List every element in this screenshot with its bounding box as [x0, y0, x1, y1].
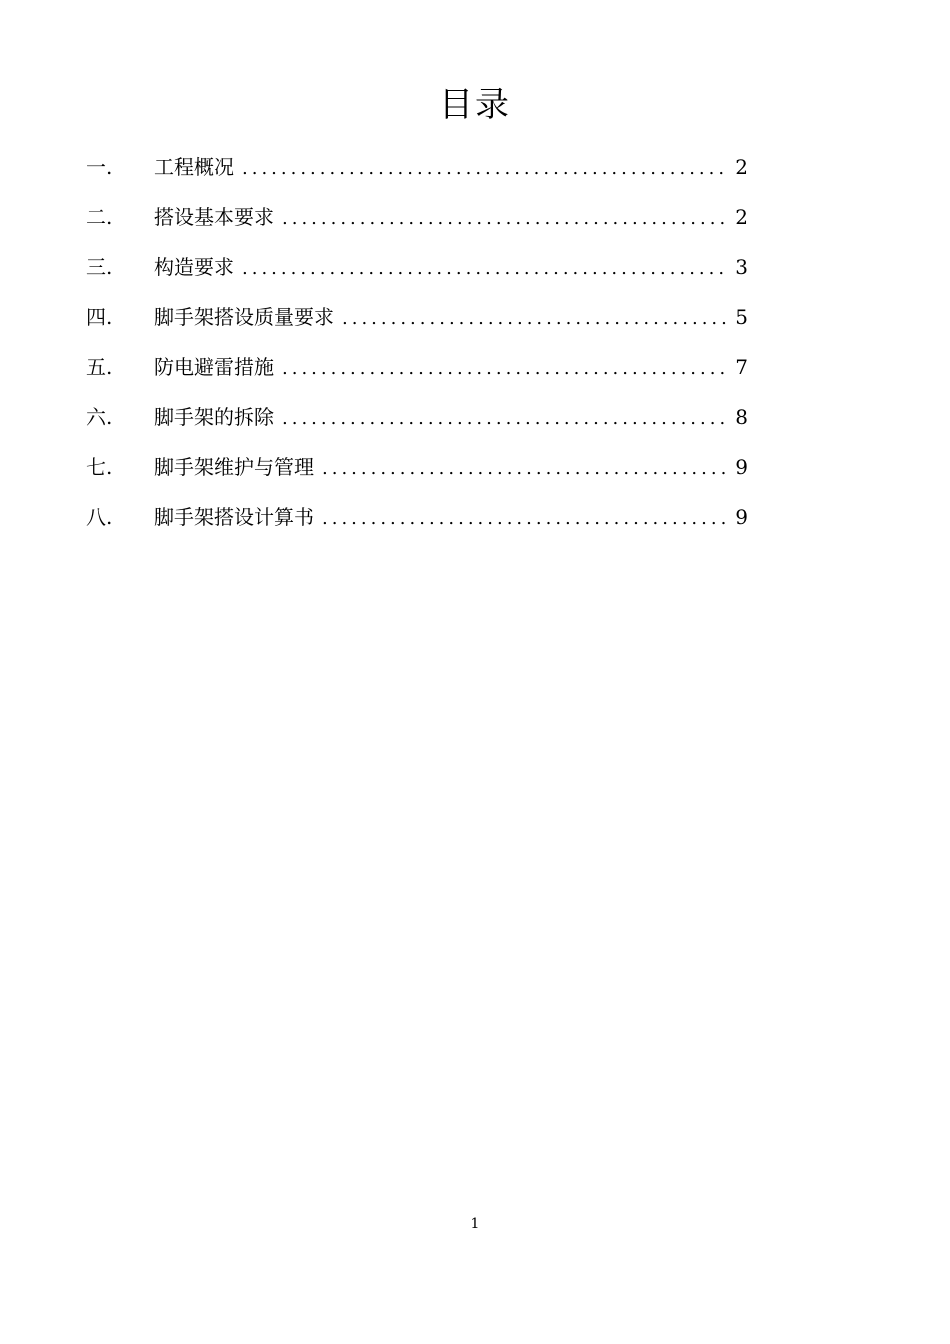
toc-entry-page: 8 — [735, 405, 748, 429]
toc-entry-5[interactable] — [86, 342, 748, 392]
toc-entry-number: 七. — [86, 455, 113, 479]
toc-entry-number: 五. — [86, 355, 113, 379]
toc-entry-label: 搭设基本要求 — [154, 205, 274, 229]
toc-entry-label: 防电避雷措施 — [154, 355, 274, 379]
toc-entry-label: 构造要求 — [154, 255, 234, 279]
toc-dot-leader — [322, 444, 729, 494]
table-of-contents — [86, 142, 748, 542]
toc-entry-number: 六. — [86, 405, 113, 429]
toc-entry-label: 脚手架的拆除 — [154, 405, 274, 429]
toc-entry-number: 八. — [86, 505, 113, 529]
toc-entry-6[interactable] — [86, 392, 748, 442]
toc-entry-page: 9 — [735, 505, 748, 529]
toc-entry-4[interactable] — [86, 292, 748, 342]
toc-entry-page: 7 — [735, 355, 748, 379]
toc-entry-page: 9 — [735, 455, 748, 479]
toc-dot-leader — [282, 394, 729, 444]
toc-entry-number: 四. — [86, 305, 113, 329]
toc-entry-label: 脚手架维护与管理 — [154, 455, 314, 479]
toc-dot-leader — [282, 194, 729, 244]
toc-dot-leader — [242, 144, 729, 194]
toc-entry-8[interactable] — [86, 492, 748, 542]
toc-dot-leader — [342, 294, 729, 344]
toc-entry-number: 一. — [86, 155, 113, 179]
page-title: 目录 — [439, 85, 511, 125]
toc-entry-page: 5 — [735, 305, 748, 329]
toc-dot-leader — [322, 494, 729, 544]
toc-entry-number: 三. — [86, 255, 113, 279]
toc-entry-7[interactable] — [86, 442, 748, 492]
toc-entry-label: 脚手架搭设计算书 — [154, 505, 314, 529]
toc-entry-1[interactable] — [86, 142, 748, 192]
toc-entry-label: 脚手架搭设质量要求 — [154, 305, 334, 329]
toc-entry-number: 二. — [86, 205, 113, 229]
toc-entry-3[interactable] — [86, 242, 748, 292]
page-number: 1 — [470, 1216, 480, 1232]
toc-entry-page: 2 — [735, 155, 748, 179]
toc-dot-leader — [242, 244, 729, 294]
toc-entry-label: 工程概况 — [154, 155, 234, 179]
toc-entry-page: 2 — [735, 205, 748, 229]
toc-entry-page: 3 — [735, 255, 748, 279]
toc-entry-2[interactable] — [86, 192, 748, 242]
toc-dot-leader — [282, 344, 729, 394]
